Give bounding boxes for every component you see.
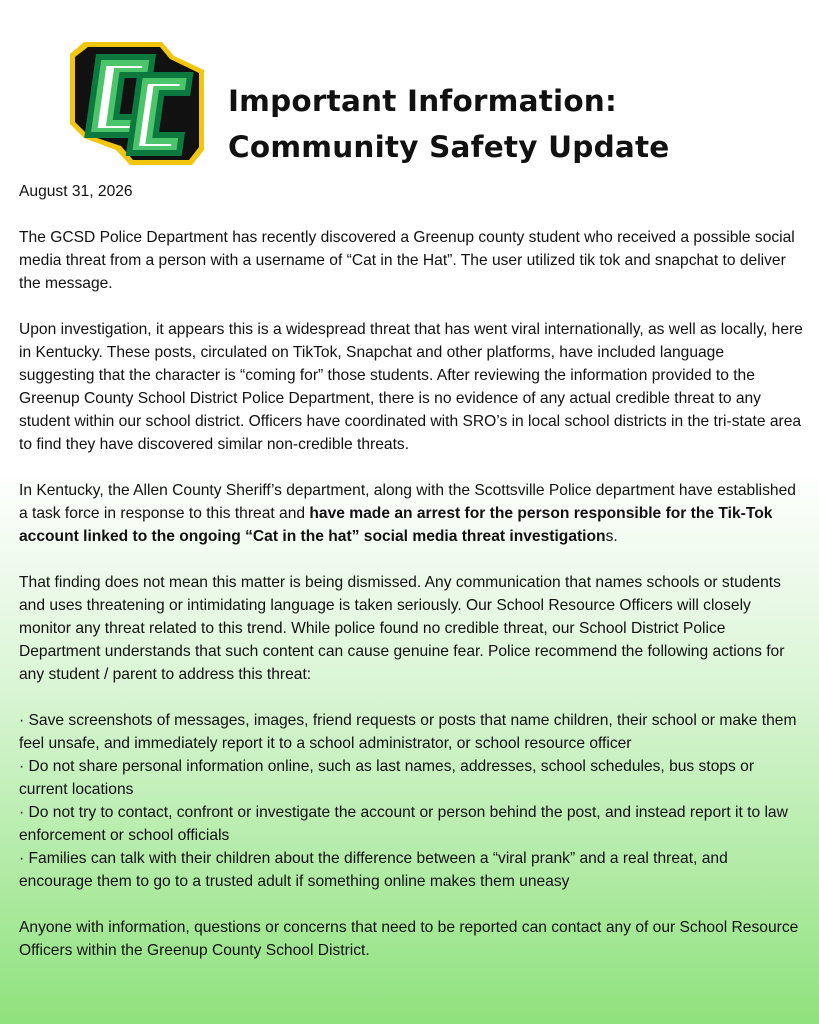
gc-logo [70, 40, 205, 166]
paragraph-contact: Anyone with information, questions or concerns that need to be reported can contact any of our School Resource Officers within the Greenup County School District. [19, 919, 799, 959]
date: August 31, 2026 [19, 183, 133, 200]
letter-body [19, 180, 803, 985]
arrest-text-start: In Kentucky, the Allen County Sheriff’s department, along with the Scottsville Police department have established a task force in response to this threat and [19, 482, 796, 522]
list-item: · Save screenshots of messages, images, friend requests or posts that name children, their school or make them feel unsafe, and immediately report it to a school administrator, or school resource officer [19, 712, 797, 752]
arrest-text-bold: have made an arrest for the person responsible for the Tik-Tok account linked to the ongoing “Cat in the hat” social media threat investigation [19, 505, 773, 545]
paragraph-investigation: Upon investigation, it appears this is a widespread threat that has went viral internationally, as well as locally, here in Kentucky. These posts, circulated on TikTok, Snapchat and other platforms, have included language suggesting that the character is “coming for” those students. After reviewing the information provided to the Greenup County School District Police Department, there is no evidence of any actual credible threat to any student within our school district. Officers have coordinated with SRO’s in local school districts in the tri-state area to find they have discovered similar non-credible threats. [19, 321, 803, 453]
page-title [228, 78, 670, 170]
title-line-2: Community Safety Update [228, 130, 670, 164]
list-item: · Families can talk with their children about the difference between a “viral prank” and a real threat, and encourage them to go to a trusted adult if something online makes them uneasy [19, 850, 728, 890]
paragraph-discovery: The GCSD Police Department has recently discovered a Greenup county student who received a possible social media threat from a person with a username of “Cat in the Hat”. The user utilized tik tok and snapchat to deliver the message. [19, 229, 795, 292]
paragraph-recommendations: That finding does not mean this matter is being dismissed. Any communication that names schools or students and uses threatening or intimidating language is taken seriously. Our School Resource Officers will closely monitor any threat related to this trend. While police found no credible threat, our School District Police Department understands that such content can cause genuine fear. Police recommend the following actions for any student / parent to address this threat: [19, 574, 785, 683]
paragraph-arrest [19, 479, 803, 548]
arrest-text-end: s. [605, 528, 618, 545]
recommendation-list [19, 709, 803, 893]
title-line-1: Important Information: [228, 84, 617, 118]
list-item: · Do not share personal information online, such as last names, addresses, school schedules, bus stops or current locations [19, 758, 755, 798]
list-item: · Do not try to contact, confront or investigate the account or person behind the post, and instead report it to law enforcement or school officials [19, 804, 788, 844]
